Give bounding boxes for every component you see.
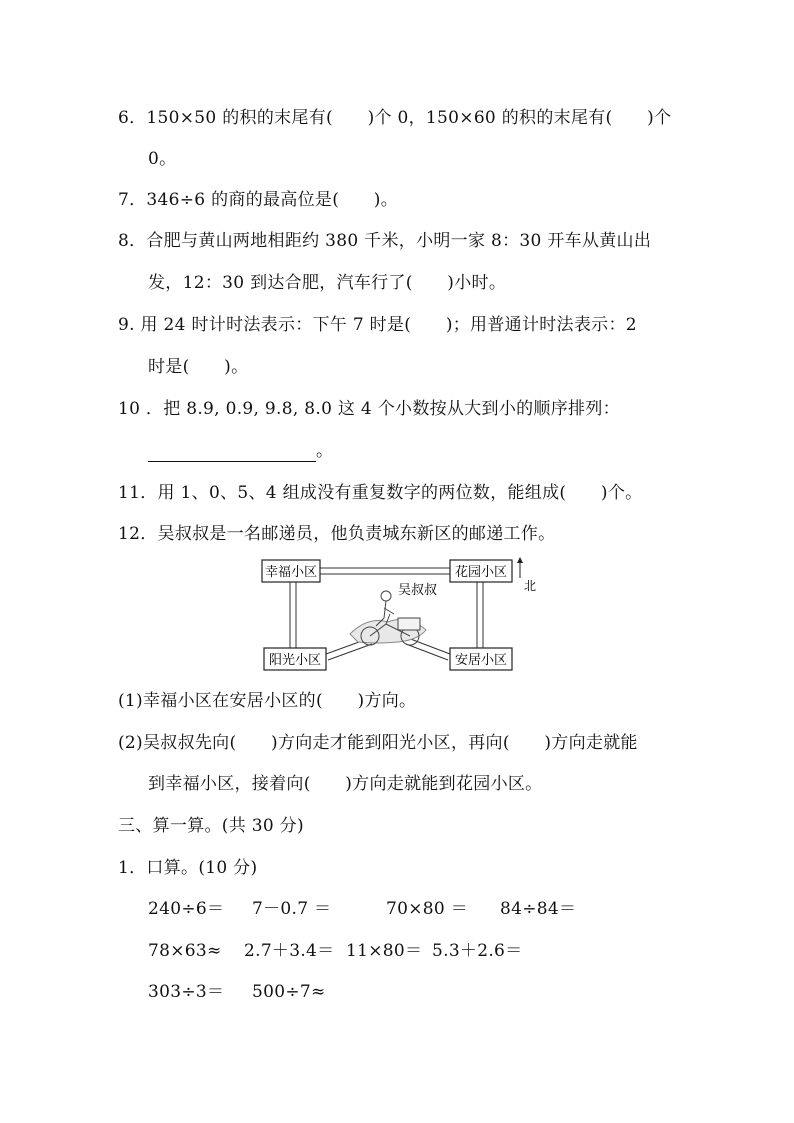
answer-blank[interactable] xyxy=(148,443,316,462)
question-6-line-2: 0。 xyxy=(148,149,177,169)
north-arrow-icon xyxy=(517,557,536,593)
question-9-line-1: 9. 用 24 时计时法表示：下午 7 时是( )；用普通计时法表示：2 xyxy=(118,315,637,335)
map-figure xyxy=(258,556,538,674)
label-xingfu: 幸福小区 xyxy=(264,565,318,580)
label-north: 北 xyxy=(524,579,537,593)
box-huayuan xyxy=(450,560,512,582)
calc-r2-c2: 2.7＋3.4＝ xyxy=(244,941,335,961)
question-8-line-1: 8．合肥与黄山两地相距约 380 千米，小明一家 8：30 开车从黄山出 xyxy=(118,231,652,251)
question-9-line-2: 时是( )。 xyxy=(148,357,249,377)
question-7: 7．346÷6 的商的最高位是( )。 xyxy=(118,190,398,210)
question-12: 12．吴叔叔是一名邮递员，他负责城东新区的邮递工作。 xyxy=(118,524,556,544)
label-yangguang: 阳光小区 xyxy=(268,653,322,668)
question-6-line-1: 6．150×50 的积的末尾有( )个 0，150×60 的积的末尾有( )个 xyxy=(118,108,672,128)
question-11: 11．用 1、0、5、4 组成没有重复数字的两位数，能组成( )个。 xyxy=(118,483,643,503)
calc-r2-c3: 11×80＝ xyxy=(346,941,423,961)
section-3-item-1: 1．口算。(10 分) xyxy=(118,858,258,878)
question-12-1: (1)幸福小区在安居小区的( )方向。 xyxy=(118,691,417,711)
question-12-2-line-1: (2)吴叔叔先向( )方向走才能到阳光小区，再向( )方向走就能 xyxy=(118,733,638,753)
label-huayuan: 花园小区 xyxy=(454,565,508,580)
label-person: 吴叔叔 xyxy=(398,583,438,598)
box-anju xyxy=(450,648,512,670)
calc-r3-c1: 303÷3＝ xyxy=(148,982,225,1002)
calc-r1-c2: 7－0.7 ＝ xyxy=(252,899,332,919)
calc-r2-c1: 78×63≈ xyxy=(148,941,222,961)
question-10-answer-line xyxy=(148,440,333,462)
label-anju: 安居小区 xyxy=(454,653,508,668)
question-12-2-line-2: 到幸福小区，接着向( )方向走就能到花园小区。 xyxy=(148,774,543,794)
section-3-heading: 三、算一算。(共 30 分) xyxy=(118,816,304,836)
calc-r1-c4: 84÷84＝ xyxy=(500,899,577,919)
box-yangguang xyxy=(264,648,326,670)
box-xingfu xyxy=(262,560,320,582)
postman-bicycle-icon xyxy=(350,591,426,645)
calc-r1-c1: 240÷6＝ xyxy=(148,899,225,919)
question-8-line-2: 发，12：30 到达合肥，汽车行了( )小时。 xyxy=(148,273,507,293)
period: 。 xyxy=(316,441,334,461)
calc-r1-c3: 70×80 ＝ xyxy=(386,899,469,919)
calc-r2-c4: 5.3＋2.6＝ xyxy=(432,941,523,961)
calc-r3-c2: 500÷7≈ xyxy=(252,982,326,1002)
question-10-line-1: 10 ．把 8.9, 0.9, 9.8, 8.0 这 4 个小数按从大到小的顺序排列： xyxy=(118,399,620,419)
